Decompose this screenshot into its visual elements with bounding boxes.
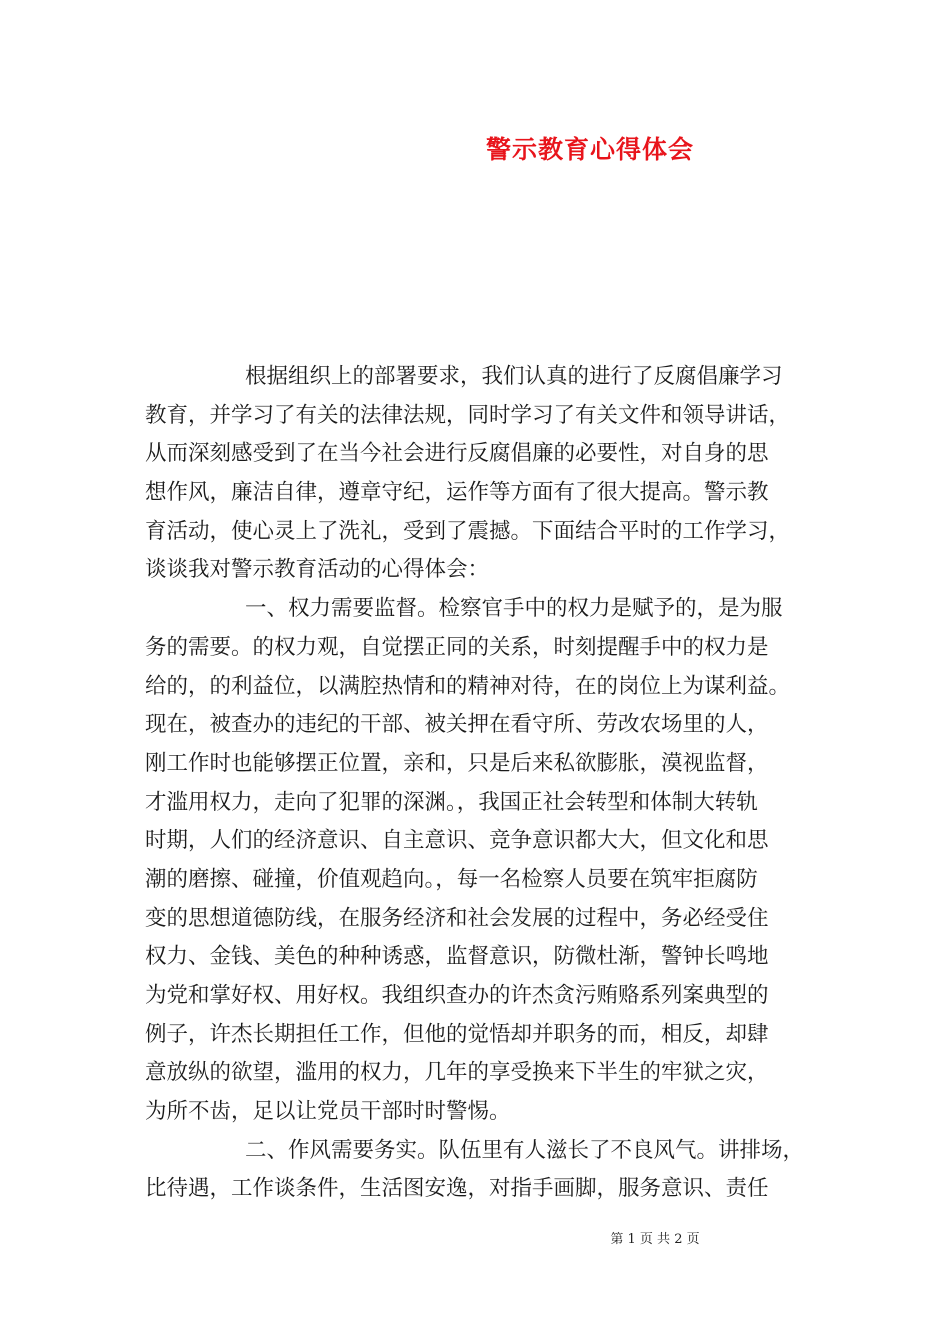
body-line: 例子，许杰长期担任工作，但他的觉悟却并职务的而，相反，却肆 — [145, 1021, 769, 1047]
body-line: 权力、金钱、美色的种种诱惑，监督意识，防微杜渐，警钟长鸣地 — [145, 944, 769, 970]
document-title: 警示教育心得体会 — [485, 135, 694, 164]
body-line: 刚工作时也能够摆正位置，亲和，只是后来私欲膨胀，漠视监督， — [145, 750, 769, 776]
body-line: 给的，的利益位，以满腔热情和的精神对待，在的岗位上为谋利益。 — [145, 673, 791, 699]
body-line: 变的思想道德防线，在服务经济和社会发展的过程中，务必经受住 — [145, 905, 769, 931]
body-line: 一、权力需要监督。检察官手中的权力是赋予的，是为服 — [245, 596, 783, 622]
body-line: 育活动，使心灵上了洗礼，受到了震撼。下面结合平时的工作学习， — [145, 518, 791, 544]
body-line: 潮的磨擦、碰撞，价值观趋向。，每一名检察人员要在筑牢拒腐防 — [145, 866, 758, 892]
body-line: 想作风，廉洁自律，遵章守纪，运作等方面有了很大提高。警示教 — [145, 480, 769, 506]
body-line: 时期，人们的经济意识、自主意识、竞争意识都大大，但文化和思 — [145, 828, 769, 854]
body-line: 才滥用权力，走向了犯罪的深渊。，我国正社会转型和体制大转轨 — [145, 789, 758, 815]
body-line: 比待遇，工作谈条件，生活图安逸，对指手画脚，服务意识、责任 — [145, 1176, 769, 1202]
body-line: 务的需要。的权力观，自觉摆正同的关系，时刻提醒手中的权力是 — [145, 634, 769, 660]
body-line: 为党和掌好权、用好权。我组织查办的许杰贪污贿赂系列案典型的 — [145, 983, 769, 1008]
body-line: 教育，并学习了有关的法律法规，同时学习了有关文件和领导讲话， — [145, 402, 791, 428]
page-footer: 第 1 页 共 2 页 — [610, 1232, 700, 1247]
body-line: 根据组织上的部署要求，我们认真的进行了反腐倡廉学习 — [245, 364, 783, 389]
body-line: 意放纵的欲望，滥用的权力，几年的享受换来下半生的牢狱之灾， — [145, 1060, 769, 1086]
body-line: 二、作风需要务实。队伍里有人滋长了不良风气。讲排场， — [245, 1137, 805, 1163]
body-line: 谈谈我对警示教育活动的心得体会： — [145, 557, 490, 583]
body-line: 为所不齿，足以让党员干部时时警惕。 — [145, 1099, 511, 1125]
body-line: 现在，被查办的违纪的干部、被关押在看守所、劳改农场里的人， — [145, 712, 769, 738]
document-body — [145, 358, 810, 1209]
body-line: 从而深刻感受到了在当今社会进行反腐倡廉的必要性，对自身的思 — [145, 441, 769, 467]
